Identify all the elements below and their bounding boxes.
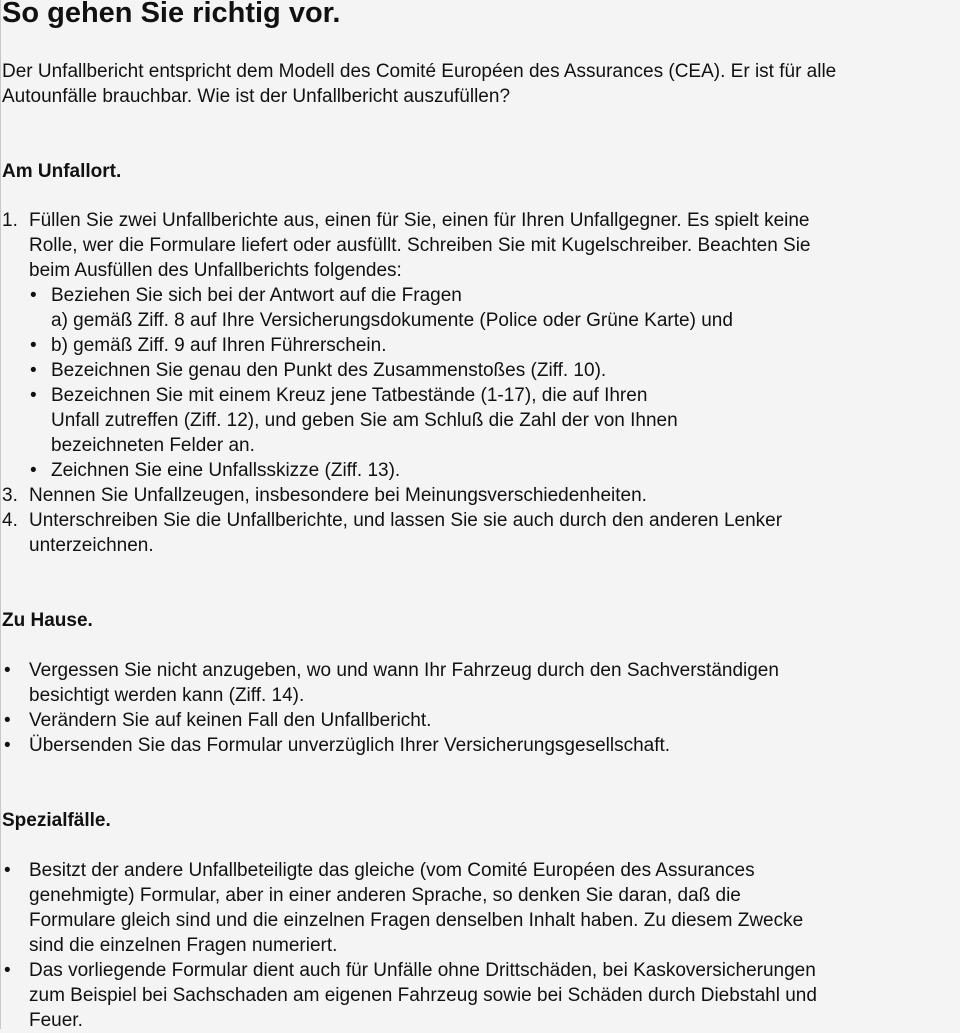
item-text: Vergessen Sie nicht anzugeben, wo und wann Ihr Fahrzeug durch den Sachverständigen	[29, 660, 779, 681]
item-text: Formulare gleich sind und die einzelnen Fragen denselben Inhalt haben. Zu diesem Zwecke	[29, 910, 804, 931]
item-text: Unfall zutreffen (Ziff. 12), und geben Sie am Schluß die Zahl der von Ihnen	[51, 410, 678, 431]
bullet-icon: •	[4, 860, 11, 881]
item-text: Beziehen Sie sich bei der Antwort auf die Fragen	[51, 285, 462, 306]
list-line	[2, 1008, 960, 1033]
list-line	[2, 683, 960, 708]
bullet-item	[2, 733, 960, 758]
item-text: sind die einzelnen Fragen numeriert.	[29, 935, 338, 956]
list-item	[2, 208, 960, 233]
list-line	[2, 983, 960, 1008]
item-text: a) gemäß Ziff. 8 auf Ihre Versicherungsdokumente (Police oder Grüne Karte) und	[51, 310, 733, 331]
list-line	[2, 233, 960, 258]
bullet-icon: •	[4, 660, 11, 681]
section2-list	[2, 658, 960, 758]
sub-bullet	[2, 383, 960, 408]
bullet-item	[2, 708, 960, 733]
bullet-icon: •	[4, 735, 11, 756]
intro-paragraph	[2, 59, 960, 109]
sub-bullet	[2, 358, 960, 383]
item-text: unterzeichnen.	[29, 535, 154, 556]
item-text: Verändern Sie auf keinen Fall den Unfallbericht.	[29, 710, 432, 731]
list-item	[2, 508, 960, 533]
sub-bullet	[2, 333, 960, 358]
bullet-icon: •	[4, 710, 11, 731]
bullet-item	[2, 858, 960, 883]
list-line	[2, 883, 960, 908]
item-text: Feuer.	[29, 1010, 83, 1031]
section-heading-zu-hause: Zu Hause.	[2, 610, 93, 631]
bullet-item	[2, 658, 960, 683]
intro-line: Der Unfallbericht entspricht dem Modell des Comité Européen des Assurances (CEA). Er ist für alle	[2, 61, 837, 82]
sub-bullet	[2, 283, 960, 308]
bullet-item	[2, 958, 960, 983]
page-title: So gehen Sie richtig vor.	[2, 0, 341, 29]
bullet-icon: •	[30, 335, 37, 356]
item-text: Zeichnen Sie eine Unfallsskizze (Ziff. 13).	[51, 460, 401, 481]
item-number: 3.	[2, 485, 18, 506]
item-number: 4.	[2, 510, 18, 531]
bullet-icon: •	[30, 385, 37, 406]
list-item	[2, 483, 960, 508]
item-text: zum Beispiel bei Sachschaden am eigenen Fahrzeug sowie bei Schäden durch Diebstahl und	[29, 985, 817, 1006]
section3-list	[2, 858, 960, 1033]
list-line	[2, 408, 960, 433]
bullet-icon: •	[30, 360, 37, 381]
item-text: Füllen Sie zwei Unfallberichte aus, einen für Sie, einen für Ihren Unfallgegner. Es spielt keine	[29, 210, 810, 231]
item-text: besichtigt werden kann (Ziff. 14).	[29, 685, 305, 706]
item-text: Bezeichnen Sie mit einem Kreuz jene Tatbestände (1-17), die auf Ihren	[51, 385, 648, 406]
item-text: Bezeichnen Sie genau den Punkt des Zusammenstoßes (Ziff. 10).	[51, 360, 607, 381]
list-line	[2, 433, 960, 458]
list-line	[2, 533, 960, 558]
item-text: Unterschreiben Sie die Unfallberichte, und lassen Sie sie auch durch den anderen Lenker	[29, 510, 783, 531]
item-text: Rolle, wer die Formulare liefert oder ausfüllt. Schreiben Sie mit Kugelschreiber. Beachten Sie	[29, 235, 811, 256]
item-text: Besitzt der andere Unfallbeteiligte das gleiche (vom Comité Européen des Assurances	[29, 860, 755, 881]
bullet-icon: •	[30, 460, 37, 481]
list-line	[2, 308, 960, 333]
item-text: bezeichneten Felder an.	[51, 435, 255, 456]
item-text: Übersenden Sie das Formular unverzüglich Ihrer Versicherungsgesellschaft.	[29, 735, 671, 756]
section-heading-spezialfaelle: Spezialfälle.	[2, 810, 111, 831]
bullet-icon: •	[4, 960, 11, 981]
list-line	[2, 933, 960, 958]
item-text: Das vorliegende Formular dient auch für Unfälle ohne Drittschäden, bei Kaskoversicherungen	[29, 960, 816, 981]
item-text: b) gemäß Ziff. 9 auf Ihren Führerschein.	[51, 335, 387, 356]
item-text: beim Ausfüllen des Unfallberichts folgendes:	[29, 260, 402, 281]
item-text: genehmigte) Formular, aber in einer anderen Sprache, so denken Sie daran, daß die	[29, 885, 741, 906]
sub-bullet	[2, 458, 960, 483]
bullet-icon: •	[30, 285, 37, 306]
item-number: 1.	[2, 210, 18, 231]
list-line	[2, 908, 960, 933]
item-text: Nennen Sie Unfallzeugen, insbesondere bei Meinungsverschiedenheiten.	[29, 485, 647, 506]
section-heading-am-unfallort: Am Unfallort.	[2, 161, 122, 182]
intro-line: Autounfälle brauchbar. Wie ist der Unfallbericht auszufüllen?	[2, 86, 511, 107]
list-line	[2, 258, 960, 283]
section1-list	[2, 208, 960, 558]
